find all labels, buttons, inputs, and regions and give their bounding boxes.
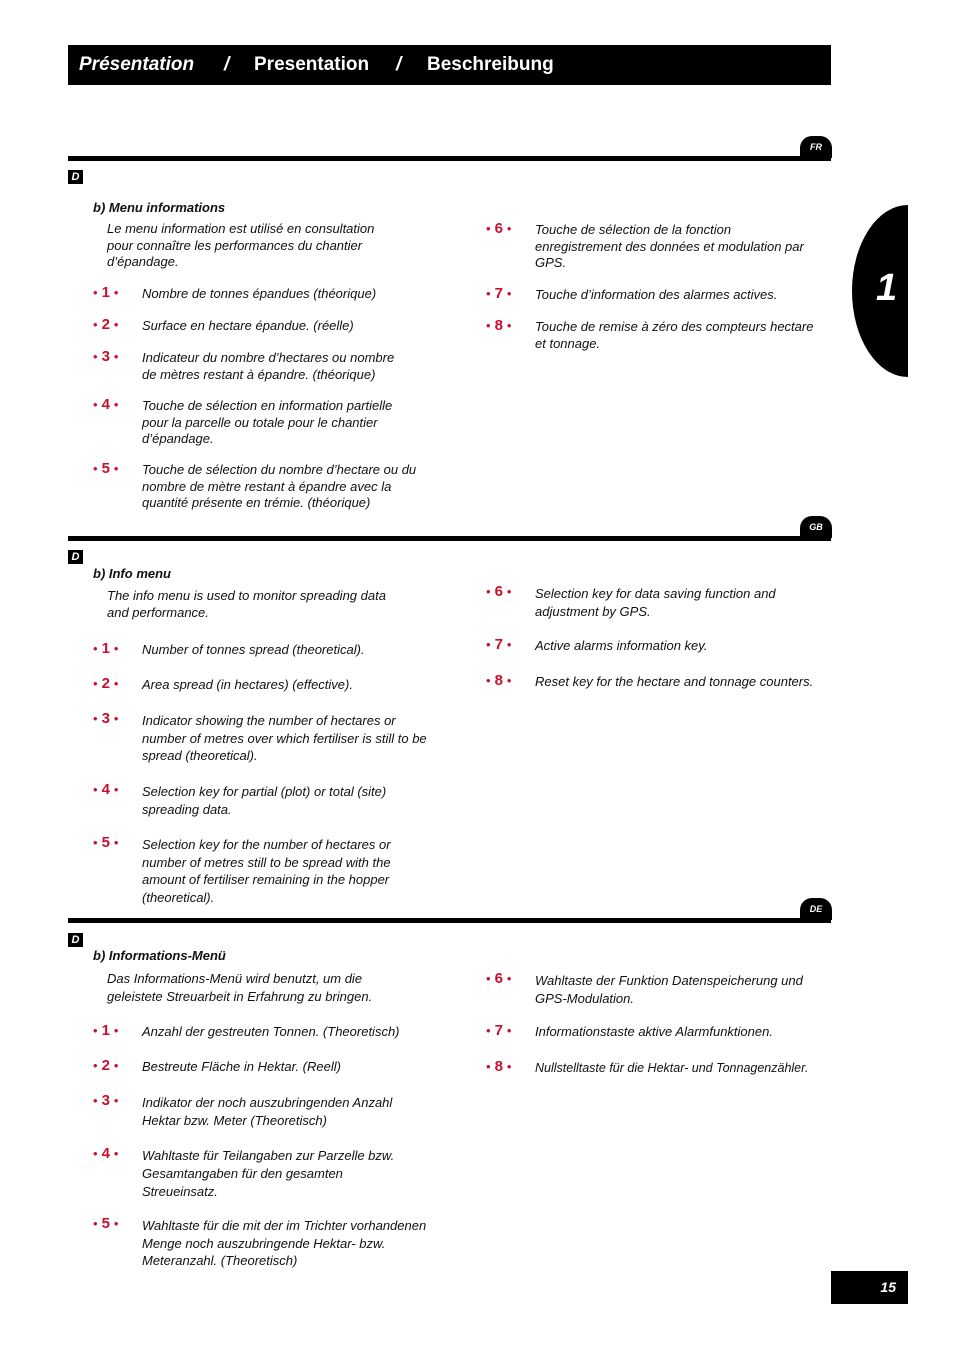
item-number: • 1 •	[93, 640, 119, 657]
item-text: Bestreute Fläche in Hektar. (Reell)	[142, 1059, 341, 1074]
item-text: Wahltaste für die mit der im Trichter vorhandenen Menge noch auszubringende Hektar- bzw. Meteranzahl. (Theoretisch)	[142, 1218, 427, 1268]
item-text: Active alarms information key.	[535, 638, 708, 653]
item-text: Informationstaste aktive Alarmfunktionen.	[535, 1024, 773, 1039]
section-intro: Das Informations-Menü wird benutzt, um die geleistete Streuarbeit in Erfahrung zu bringen.	[107, 971, 373, 1004]
item-number: • 8 •	[486, 317, 512, 334]
section-marker: D	[68, 933, 83, 947]
section-divider	[68, 918, 831, 923]
item-number: • 3 •	[93, 348, 119, 365]
item-text: Touche de sélection de la fonction enregistrement des données et modulation par GPS.	[535, 222, 804, 270]
item-text: Surface en hectare épandue. (réelle)	[142, 318, 354, 333]
item-text: Nullstelltaste für die Hektar- und Tonnagenzähler.	[535, 1061, 809, 1075]
header-bar	[68, 45, 831, 85]
item-text: Number of tonnes spread (theoretical).	[142, 642, 365, 657]
header-title-fr: Présentation	[79, 54, 195, 75]
header-title-de: Beschreibung	[427, 54, 554, 75]
language-badge-fr: FR	[800, 136, 832, 158]
chapter-number: 1	[876, 267, 898, 309]
item-number: • 2 •	[93, 675, 119, 692]
item-number: • 4 •	[93, 396, 119, 413]
section-marker: D	[68, 550, 83, 564]
section-title: b) Info menu	[93, 566, 171, 581]
item-text: Touche de sélection en information partielle pour la parcelle ou totale pour le chantier d’épandage.	[142, 398, 393, 446]
chapter-tab	[852, 205, 908, 377]
section-title: b) Menu informations	[93, 200, 226, 215]
item-number: • 3 •	[93, 710, 119, 727]
item-text: Touche de sélection du nombre d’hectare ou du nombre de mètre restant à épandre avec la quantité présente en trémie. (théorique)	[142, 462, 417, 510]
header-separator: /	[396, 54, 402, 75]
item-text: Nombre de tonnes épandues (théorique)	[142, 286, 377, 301]
item-number: • 5 •	[93, 460, 119, 477]
item-number: • 3 •	[93, 1092, 119, 1109]
item-number: • 2 •	[93, 1057, 119, 1074]
item-text: Selection key for the number of hectares or number of metres still to be spread with the amount of fertiliser remaining in the hopper (theoretical).	[142, 837, 391, 905]
item-number: • 2 •	[93, 316, 119, 333]
item-number: • 4 •	[93, 1145, 119, 1162]
item-number: • 8 •	[486, 1058, 512, 1075]
item-number: • 8 •	[486, 672, 512, 689]
item-text: Reset key for the hectare and tonnage counters.	[535, 674, 814, 689]
item-text: Wahltaste für Teilangaben zur Parzelle bzw. Gesamtangaben für den gesamten Streueinsatz.	[142, 1148, 395, 1199]
item-number: • 6 •	[486, 970, 512, 987]
item-text: Area spread (in hectares) (effective).	[142, 677, 353, 692]
item-text: Anzahl der gestreuten Tonnen. (Theoretisch)	[142, 1024, 400, 1039]
header-title-en: Presentation	[254, 54, 370, 75]
page-number: 15	[880, 1279, 896, 1295]
item-text: Indicator showing the number of hectares or number of metres over which fertiliser is still to be spread (theoretical).	[142, 713, 427, 763]
language-badge-de: DE	[800, 898, 832, 920]
item-number: • 6 •	[486, 220, 512, 237]
item-text: Selection key for partial (plot) or total (site) spreading data.	[142, 784, 387, 817]
item-text: Touche de remise à zéro des compteurs hectare et tonnage.	[535, 319, 814, 351]
language-badge-gb: GB	[800, 516, 832, 538]
item-number: • 7 •	[486, 285, 512, 302]
item-number: • 1 •	[93, 1022, 119, 1039]
section-intro: Le menu information est utilisé en consultation pour connaître les performances du chantier d’épandage.	[107, 221, 375, 269]
section-marker: D	[68, 170, 83, 184]
section-title: b) Informations-Menü	[93, 948, 226, 963]
header-separator: /	[224, 54, 230, 75]
section-intro: The info menu is used to monitor spreading data and performance.	[107, 588, 386, 620]
item-number: • 1 •	[93, 284, 119, 301]
item-number: • 6 •	[486, 583, 512, 600]
item-text: Selection key for data saving function and adjustment by GPS.	[535, 586, 776, 619]
page-number-box	[831, 1271, 908, 1304]
item-number: • 7 •	[486, 636, 512, 653]
item-number: • 7 •	[486, 1022, 512, 1039]
item-number: • 4 •	[93, 781, 119, 798]
item-text: Touche d’information des alarmes actives.	[535, 287, 778, 302]
item-number: • 5 •	[93, 1215, 119, 1232]
item-text: Indicateur du nombre d’hectares ou nombre de mètres restant à épandre. (théorique)	[142, 350, 395, 382]
section-divider	[68, 536, 831, 541]
section-divider	[68, 156, 831, 161]
item-number: • 5 •	[93, 834, 119, 851]
item-text: Wahltaste der Funktion Datenspeicherung und GPS-Modulation.	[535, 973, 803, 1006]
item-text: Indikator der noch auszubringenden Anzahl Hektar bzw. Meter (Theoretisch)	[142, 1095, 393, 1128]
